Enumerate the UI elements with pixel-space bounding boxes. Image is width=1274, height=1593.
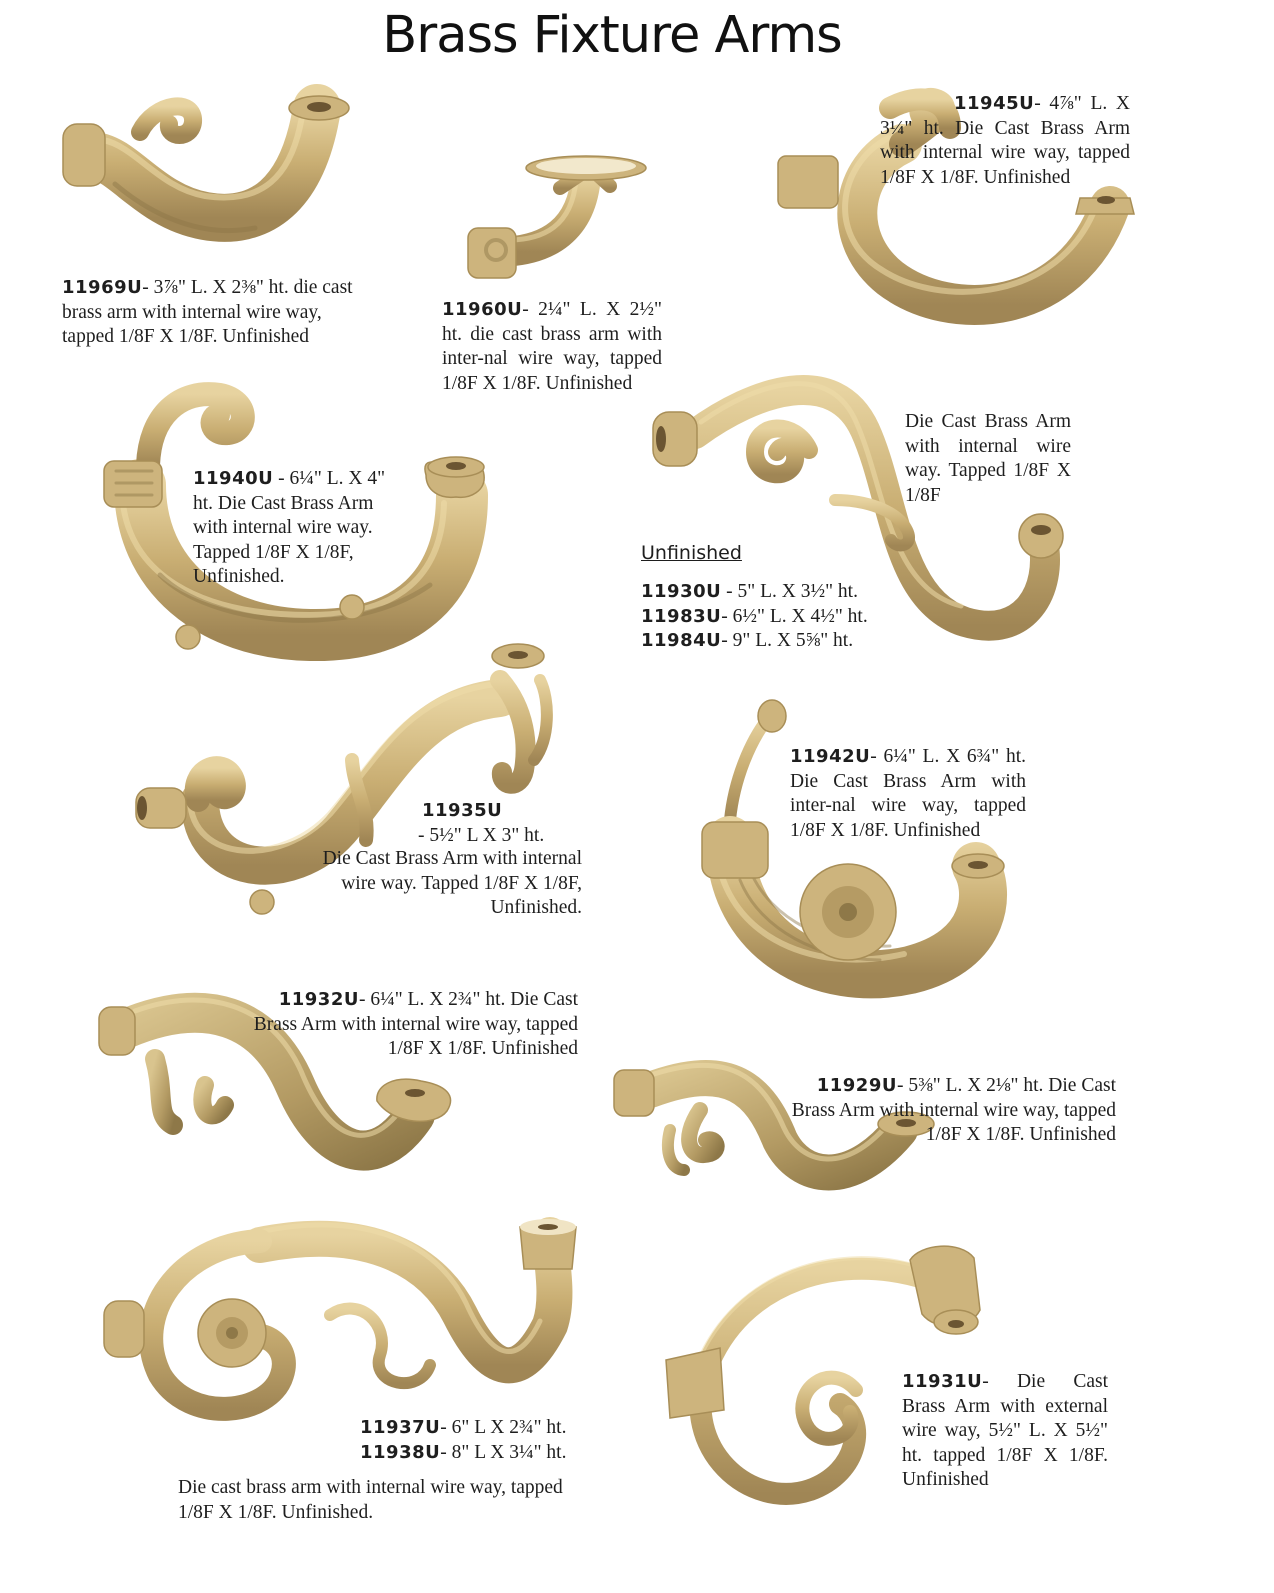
sku-11930u: 11930U — [641, 581, 722, 602]
sku-11937u: 11937U — [360, 1417, 441, 1438]
sku-11984u: 11984U — [641, 630, 722, 651]
sku-11931u: 11931U — [902, 1371, 983, 1392]
desc-11960u — [442, 298, 662, 396]
desc-text-11929u: - 5⅜" L. X 2⅛" ht. Die Cast Brass Arm with internal wire way, tapped 1/8F X 1/8F. Unfinished — [791, 1075, 1116, 1145]
desc-text-11942u: - 6¼" L. X 6¾" ht. Die Cast Brass Arm with inter-nal wire way, tapped 1/8F X 1/8F. Unfinished — [790, 746, 1026, 841]
desc-11929u — [782, 1074, 1116, 1148]
size-11937u: - 6" L X 2¾" ht. — [440, 1417, 567, 1438]
sku-11938u: 11938U — [360, 1441, 441, 1463]
desc-11942u — [790, 745, 1026, 843]
size-11938u: - 8" L X 3¼" ht. — [440, 1441, 567, 1463]
desc-text-11940u: - 6¼" L. X 4" ht. Die Cast Brass Arm with internal wire way. Tapped 1/8F X 1/8F, Unfinished. — [193, 468, 386, 587]
desc-text-11969u: - 3⅞" L. X 2⅜" ht. die cast brass arm with internal wire way, tapped 1/8F X 1/8F. Unfinished — [62, 277, 353, 347]
sizes-11937u — [360, 1416, 600, 1465]
sku-11969u: 11969U — [62, 277, 143, 298]
sku-11942u: 11942U — [790, 746, 871, 767]
desc-text-11932u: - 6¼" L. X 2¾" ht. Die Cast Brass Arm with internal wire way, tapped 1/8F X 1/8F. Unfinished — [253, 989, 578, 1059]
size-11935u: - 5½" L X 3" ht. — [418, 825, 545, 846]
sku-11960u: 11960U — [442, 299, 523, 320]
desc-text-11960u: - 2¼" L. X 2½" ht. die cast brass arm with inter-nal wire way, tapped 1/8F X 1/8F. Unfinished — [442, 299, 662, 394]
desc-11931u — [902, 1370, 1108, 1493]
sku-11945u: 11945U — [954, 93, 1035, 114]
sku-11929u: 11929U — [816, 1075, 897, 1096]
arm-image-11969u — [55, 88, 375, 268]
sizes-11930u — [641, 580, 901, 654]
desc-group-11937u: Die cast brass arm with internal wire way, tapped 1/8F X 1/8F. Unfinished. — [178, 1477, 563, 1523]
arm-image-11960u — [460, 128, 660, 288]
sku-11935u: 11935U — [422, 800, 503, 821]
desc-text-11931u: - Die Cast Brass Arm with external wire way, 5½" L. X 5½" ht. tapped 1/8F X 1/8F. Unfinished — [902, 1371, 1108, 1490]
desc-text-11935u: Die Cast Brass Arm with internal wire way. Tapped 1/8F X 1/8F, Unfinished. — [322, 848, 582, 918]
desc-11945u — [880, 92, 1130, 190]
finish-label-11930u: Unfinished — [641, 542, 742, 564]
desc-group-11930u: Die Cast Brass Arm with internal wire way. Tapped 1/8F X 1/8F — [905, 411, 1071, 506]
desc-text-11945u: - 4⅞" L. X 3¼" ht. Die Cast Brass Arm with internal wire way, tapped 1/8F X 1/8F. Unfinished — [880, 93, 1130, 188]
desc-11940u — [193, 467, 403, 590]
page-title: Brass Fixture Arms — [382, 6, 842, 65]
sku-11940u: 11940U — [193, 468, 274, 489]
size-11984u: - 9" L. X 5⅝" ht. — [721, 630, 854, 651]
desc-11969u — [62, 276, 372, 350]
size-11930u: - 5" L. X 3½" ht. — [721, 581, 858, 602]
desc-11932u — [250, 988, 578, 1062]
size-11983u: - 6½" L. X 4½" ht. — [721, 605, 868, 627]
sku-11932u: 11932U — [278, 989, 359, 1010]
sku-11935u-line — [422, 799, 502, 824]
sku-11983u: 11983U — [641, 605, 722, 627]
